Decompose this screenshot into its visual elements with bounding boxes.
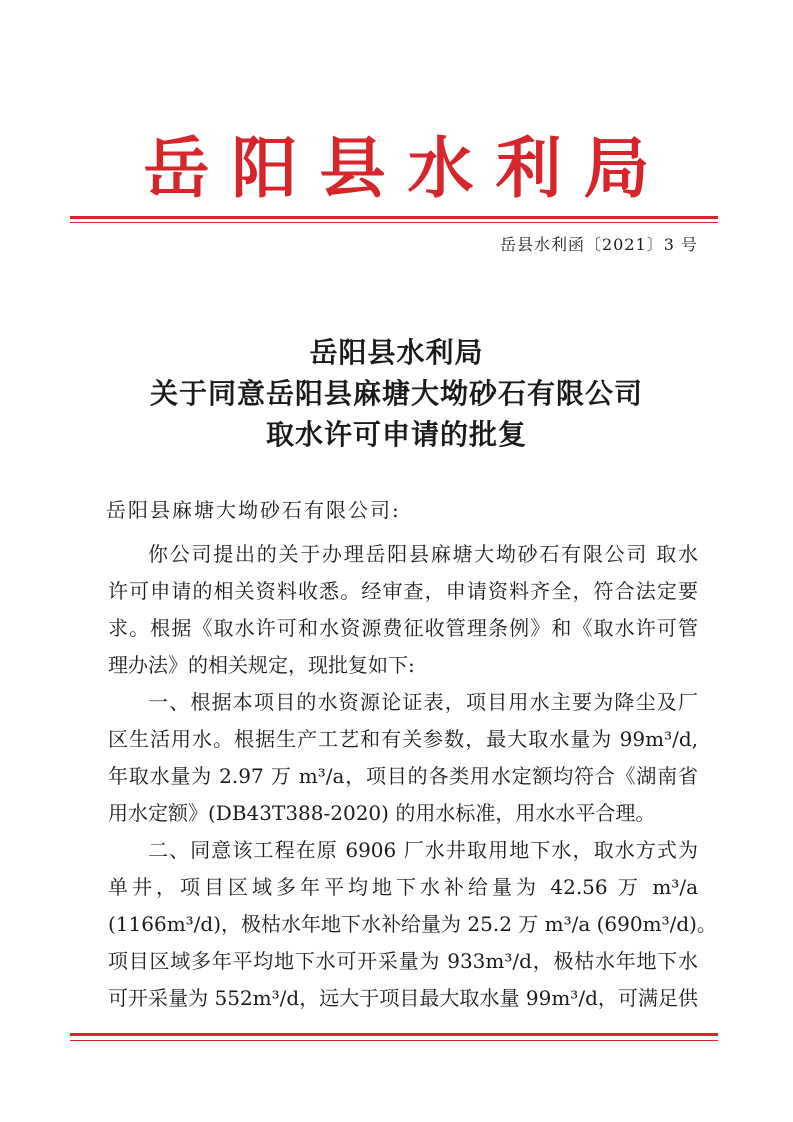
body-line: 你公司提出的关于办理岳阳县麻塘大坳砂石有限公司 取水 <box>148 542 698 566</box>
body-line: 求。根据《取水许可和水资源费征收管理条例》和《取水许可管 <box>108 616 698 640</box>
title-line-3: 取水许可申请的批复 <box>265 418 527 451</box>
body-line: 理办法》的相关规定，现批复如下: <box>108 653 415 677</box>
body-line: 二、同意该工程在原 6906 厂水井取用地下水，取水方式为 <box>148 838 698 862</box>
title-line-2: 关于同意岳阳县麻塘大坳砂石有限公司 <box>149 377 643 410</box>
letterhead-rule-thin <box>70 222 718 223</box>
body-line: 单井，项目区域多年平均地下水补给量为 42.56 万 m³/a <box>108 875 698 899</box>
body-line: (1166m³/d)，极枯水年地下水补给量为 25.2 万 m³/a (690m³/d)。 <box>108 912 717 936</box>
body-line: 一、根据本项目的水资源论证表，项目用水主要为降尘及厂 <box>148 690 698 714</box>
footer-rule-thick <box>70 1033 718 1036</box>
letterhead-rule-thick <box>70 216 718 219</box>
addressee: 岳阳县麻塘大坳砂石有限公司: <box>106 498 401 522</box>
body-line: 年取水量为 2.97 万 m³/a，项目的各类用水定额均符合《湖南省 <box>108 764 698 788</box>
title-line-1: 岳阳县水利局 <box>309 336 484 369</box>
footer-rule-thin <box>70 1040 718 1041</box>
body-line: 许可申请的相关资料收悉。经审查，申请资料齐全，符合法定要 <box>108 579 698 603</box>
body-line: 用水定额》(DB43T388-2020) 的用水标准，用水水平合理。 <box>108 801 656 825</box>
document-number: 岳县水利函〔2021〕3 号 <box>500 235 698 254</box>
letterhead-title: 岳阳县水利局 <box>143 129 672 207</box>
body-line: 区生活用水。根据生产工艺和有关参数，最大取水量为 99m³/d, <box>108 727 698 751</box>
body-line: 可开采量为 552m³/d，远大于项目最大取水量 99m³/d，可满足供 <box>108 986 698 1010</box>
document-title <box>0 332 793 455</box>
letter-body <box>108 536 717 1017</box>
body-line: 项目区域多年平均地下水可开采量为 933m³/d，极枯水年地下水 <box>108 949 698 973</box>
